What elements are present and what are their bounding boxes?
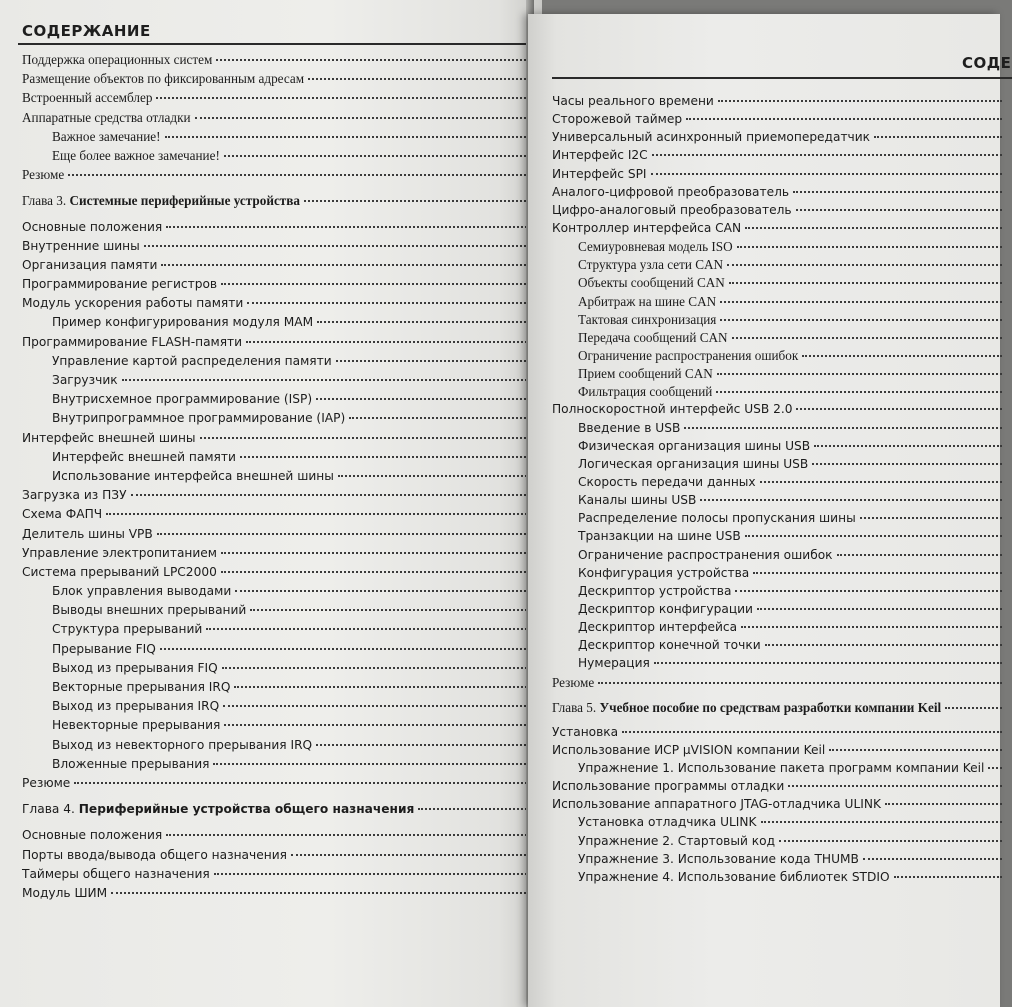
dot-leader xyxy=(156,95,530,99)
toc-entry-title: Скорость передачи данных xyxy=(578,474,756,489)
toc-entry xyxy=(22,354,530,373)
toc-entry-title: Поддержка операционных систем xyxy=(22,52,213,67)
dot-leader xyxy=(304,198,530,202)
toc-entry-title: Резюме xyxy=(22,167,65,183)
dot-leader xyxy=(717,371,1002,375)
toc-entry-title: Аналого-цифровой преобразователь xyxy=(552,184,790,199)
toc-entry-title: Интерфейс I2C xyxy=(552,148,648,163)
toc-entry-title: Выход из прерывания FIQ xyxy=(52,660,218,675)
toc-entry-title: Установка xyxy=(552,724,619,739)
toc-entry xyxy=(22,239,530,258)
dot-leader xyxy=(291,852,530,856)
toc-entry xyxy=(552,779,1002,797)
dot-leader xyxy=(753,570,1002,574)
toc-entry-title: Модуль ШИМ xyxy=(22,885,108,900)
toc-entry xyxy=(22,699,530,718)
toc-entry xyxy=(552,94,1002,112)
dot-leader xyxy=(224,153,530,157)
dot-leader xyxy=(622,729,1002,733)
dot-leader xyxy=(737,244,1002,248)
toc-entry-title: Тактовая синхронизация xyxy=(578,311,717,327)
dot-leader xyxy=(796,207,1002,211)
chapter-number: Глава 3. xyxy=(22,193,67,209)
toc-entry xyxy=(22,315,530,334)
dot-leader xyxy=(732,335,1002,339)
dot-leader xyxy=(651,171,1002,175)
toc-entry-title: Структура узла сети CAN xyxy=(578,257,724,273)
dot-leader xyxy=(336,358,530,362)
dot-leader xyxy=(216,57,530,61)
toc-entry-title: Распределение полосы пропускания шины xyxy=(578,511,856,526)
dot-leader xyxy=(161,262,530,266)
toc-entry xyxy=(552,148,1002,166)
toc-entry xyxy=(552,130,1002,148)
toc-entry xyxy=(552,203,1002,221)
dot-leader xyxy=(684,425,1002,429)
dot-leader xyxy=(765,642,1002,646)
toc-entry xyxy=(22,867,530,886)
toc-entry xyxy=(22,431,530,450)
dot-leader xyxy=(240,454,530,458)
dot-leader xyxy=(235,588,530,592)
toc-entry-title: Аппаратные средства отладки xyxy=(22,109,191,125)
dot-leader xyxy=(718,98,1002,102)
dot-leader xyxy=(131,492,531,496)
toc-entry-title: Резюме xyxy=(552,674,595,690)
dot-leader xyxy=(106,511,530,515)
toc-entry xyxy=(552,743,1002,761)
toc-entry xyxy=(22,603,530,622)
dot-leader xyxy=(729,280,1002,284)
dot-leader xyxy=(727,262,1002,266)
dot-leader xyxy=(250,607,530,611)
toc-entry xyxy=(552,221,1002,239)
toc-entry-title: Арбитраж на шине CAN xyxy=(578,293,717,309)
toc-entry xyxy=(22,52,530,71)
dot-leader xyxy=(222,665,530,669)
dot-leader xyxy=(223,703,530,707)
toc-entry-title: Нумерация xyxy=(578,656,650,671)
toc-entry xyxy=(552,421,1002,439)
dot-leader xyxy=(214,871,530,875)
toc-entry-title: Система прерываний LPC2000 xyxy=(22,564,217,579)
dot-leader xyxy=(720,299,1002,303)
dot-leader xyxy=(700,497,1002,501)
dot-leader xyxy=(122,377,530,381)
toc-entry-title: Невекторные прерывания xyxy=(52,718,221,733)
toc-entry xyxy=(552,348,1002,366)
dot-leader xyxy=(160,646,530,650)
toc-entry-title: Организация памяти xyxy=(22,257,158,272)
toc-entry-title: Таймеры общего назначения xyxy=(22,866,210,881)
toc-entry-title: Прием сообщений CAN xyxy=(578,366,713,382)
toc-entry-title: Управление картой распределения памяти xyxy=(52,353,332,368)
toc-entry xyxy=(552,475,1002,493)
toc-entry xyxy=(552,870,1002,888)
toc-entry xyxy=(22,828,530,847)
dot-leader xyxy=(716,389,1002,393)
dot-leader xyxy=(221,281,530,285)
dot-leader xyxy=(652,152,1002,156)
toc-entry xyxy=(552,529,1002,547)
toc-entry-title: Использование интерфейса внешней шины xyxy=(52,468,334,483)
dot-leader xyxy=(860,515,1002,519)
toc-entry xyxy=(552,852,1002,870)
toc-entry xyxy=(552,834,1002,852)
toc-entry-title: Упражнение 4. Использование библиотек STDIO xyxy=(578,869,890,884)
dot-leader xyxy=(349,415,530,419)
toc-entry-title: Логическая организация шины USB xyxy=(578,456,809,471)
toc-entry-title: Вложенные прерывания xyxy=(52,756,210,771)
dot-leader xyxy=(796,406,1002,410)
dot-leader xyxy=(166,224,530,228)
dot-leader xyxy=(166,832,530,836)
toc-entry xyxy=(22,129,530,148)
dot-leader xyxy=(829,747,1002,751)
toc-entry xyxy=(22,565,530,584)
dot-leader xyxy=(111,890,530,894)
toc-entry xyxy=(22,450,530,469)
toc-entry xyxy=(552,112,1002,130)
chapter-title: Периферийные устройства общего назначения xyxy=(78,802,415,817)
dot-leader xyxy=(894,874,1002,878)
toc-entry xyxy=(22,411,530,430)
toc-entry-title: Установка отладчика ULINK xyxy=(578,815,757,830)
right-page xyxy=(528,14,1012,1007)
toc-entry xyxy=(22,277,530,296)
toc-entry-title: Пример конфигурирования модуля МАМ xyxy=(52,315,314,330)
toc-entry-title: Упражнение 2. Стартовый код xyxy=(578,833,776,848)
toc-entry xyxy=(552,384,1002,402)
toc-entry xyxy=(22,776,530,795)
toc-entry-title: Каналы шины USB xyxy=(578,493,697,508)
toc-entry xyxy=(552,493,1002,511)
dot-leader xyxy=(157,531,530,535)
dot-leader xyxy=(988,765,1002,769)
running-header: СОДЕРЖАНИЕ xyxy=(22,22,151,40)
toc-entry xyxy=(552,185,1002,203)
toc-entry xyxy=(552,312,1002,330)
toc-entry xyxy=(22,642,530,661)
dot-leader xyxy=(779,838,1002,842)
toc-entry xyxy=(22,469,530,488)
toc-entry-title xyxy=(22,193,300,209)
toc-entry-title: Ограничение распространения ошибок xyxy=(578,347,799,363)
toc-entry xyxy=(552,656,1002,674)
dot-leader xyxy=(221,569,530,573)
toc-chapter xyxy=(22,802,530,821)
toc-entry-title: Размещение объектов по фиксированным адресам xyxy=(22,71,305,87)
toc-entry-title: Упражнение 1. Использование пакета программ компании Keil xyxy=(578,761,985,776)
dot-leader xyxy=(735,588,1002,592)
dot-leader xyxy=(837,552,1002,556)
toc-entry xyxy=(22,680,530,699)
dot-leader xyxy=(316,742,530,746)
toc-entry xyxy=(22,392,530,411)
dot-leader xyxy=(418,806,530,810)
toc-entry xyxy=(22,848,530,867)
dot-leader xyxy=(741,624,1002,628)
chapter-title: Системные периферийные устройства xyxy=(69,193,300,209)
toc-entry xyxy=(552,548,1002,566)
chapter-title: Учебное пособие по средствам разработки компании Keil xyxy=(599,699,942,715)
toc-entry xyxy=(552,797,1002,815)
toc-entry-title: Интерфейс внешней шины xyxy=(22,430,196,445)
toc-entry-title: Прерывание FIQ xyxy=(52,641,156,656)
chapter-number: Глава 4. xyxy=(22,802,75,817)
toc-entry-title: Выводы внешних прерываний xyxy=(52,603,247,618)
toc-entry-title: Ограничение распространения ошибок xyxy=(578,547,833,562)
dot-leader xyxy=(757,606,1002,610)
toc-entry-title: Программирование регистров xyxy=(22,277,218,292)
toc-entry xyxy=(552,330,1002,348)
toc-entry xyxy=(552,167,1002,185)
toc-entry xyxy=(552,294,1002,312)
toc-entry xyxy=(552,457,1002,475)
toc-entry xyxy=(22,718,530,737)
toc-entry-title: Модуль ускорения работы памяти xyxy=(22,296,244,311)
toc-entry-title: Еще более важное замечание! xyxy=(52,147,220,163)
toc-entry xyxy=(552,439,1002,457)
toc-entry-title: Делитель шины VPB xyxy=(22,526,153,541)
toc-chapter xyxy=(22,193,530,212)
dot-leader xyxy=(206,626,530,630)
table-of-contents-left xyxy=(22,52,530,905)
toc-entry-title: Структура прерываний xyxy=(52,622,203,637)
toc-entry-title: Использование ИСР µVISION компании Keil xyxy=(552,742,826,757)
toc-entry-title: Важное замечание! xyxy=(52,128,161,144)
toc-entry-title: Встроенный ассемблер xyxy=(22,90,153,106)
dot-leader xyxy=(745,225,1002,229)
dot-leader xyxy=(221,550,530,554)
toc-entry xyxy=(552,725,1002,743)
toc-entry xyxy=(22,373,530,392)
dot-leader xyxy=(874,134,1002,138)
toc-entry-title: Внутрипрограммное программирование (IAP) xyxy=(52,411,346,426)
toc-entry-title: Выход из невекторного прерывания IRQ xyxy=(52,737,313,752)
toc-entry-title: Дескриптор конфигурации xyxy=(578,601,753,616)
dot-leader xyxy=(745,533,1002,537)
dot-leader xyxy=(247,300,530,304)
toc-entry xyxy=(552,366,1002,384)
toc-entry xyxy=(22,258,530,277)
toc-entry-title: Фильтрация сообщений xyxy=(578,384,713,400)
toc-entry-title: Семиуровневая модель ISO xyxy=(578,239,733,255)
toc-entry-title: Дескриптор устройства xyxy=(578,583,732,598)
toc-entry xyxy=(552,511,1002,529)
dot-leader xyxy=(68,172,530,176)
header-rule xyxy=(552,77,1012,79)
toc-entry xyxy=(22,488,530,507)
toc-entry-title: Передача сообщений CAN xyxy=(578,329,728,345)
dot-leader xyxy=(598,680,1002,684)
toc-chapter xyxy=(552,700,1002,718)
toc-entry-title: Сторожевой таймер xyxy=(552,112,683,127)
toc-entry-title: Резюме xyxy=(22,775,71,790)
dot-leader xyxy=(74,780,530,784)
dot-leader xyxy=(760,479,1002,483)
header-rule xyxy=(18,43,538,45)
dot-leader xyxy=(246,339,530,343)
dot-leader xyxy=(654,660,1002,664)
toc-entry xyxy=(22,507,530,526)
toc-entry xyxy=(22,527,530,546)
dot-leader xyxy=(812,461,1002,465)
dot-leader xyxy=(224,722,530,726)
toc-entry-title: Загрузчик xyxy=(52,373,118,387)
toc-entry xyxy=(552,602,1002,620)
toc-entry-title: Блок управления выводами xyxy=(52,584,232,599)
dot-leader xyxy=(200,435,530,439)
dot-leader xyxy=(686,116,1002,120)
dot-leader xyxy=(761,819,1003,823)
table-of-contents-right xyxy=(552,94,1002,888)
toc-entry xyxy=(22,90,530,109)
toc-entry-title: Программирование FLASH-памяти xyxy=(22,334,243,349)
toc-entry xyxy=(552,761,1002,779)
toc-entry-title xyxy=(552,700,941,716)
toc-entry-title: Цифро-аналоговый преобразователь xyxy=(552,202,792,217)
dot-leader xyxy=(338,473,530,477)
toc-entry xyxy=(22,148,530,167)
dot-leader xyxy=(945,705,1002,709)
dot-leader xyxy=(308,76,530,80)
dot-leader xyxy=(793,189,1002,193)
toc-entry-title: Введение в USB xyxy=(578,420,681,435)
toc-entry xyxy=(552,620,1002,638)
toc-entry xyxy=(552,638,1002,656)
toc-entry xyxy=(552,566,1002,584)
toc-entry-title: Управление электропитанием xyxy=(22,545,217,560)
toc-entry-title: Использование аппаратного JTAG-отладчика ULINK xyxy=(552,797,881,812)
dot-leader xyxy=(195,115,530,119)
toc-entry-title: Объекты сообщений CAN xyxy=(578,275,725,291)
toc-entry-title: Конфигурация устройства xyxy=(578,565,750,580)
dot-leader xyxy=(720,317,1002,321)
dot-leader xyxy=(317,319,530,323)
toc-entry xyxy=(552,402,1002,420)
toc-entry xyxy=(22,661,530,680)
dot-leader xyxy=(814,443,1002,447)
dot-leader xyxy=(165,134,530,138)
toc-entry xyxy=(22,886,530,905)
dot-leader xyxy=(316,396,530,400)
toc-entry-title: Векторные прерывания IRQ xyxy=(52,680,231,694)
toc-entry-title: Универсальный асинхронный приемопередатчик xyxy=(552,130,871,145)
toc-entry xyxy=(22,110,530,129)
toc-entry-title: Транзакции на шине USB xyxy=(578,529,741,544)
toc-entry xyxy=(552,584,1002,602)
toc-entry-title: Внутренние шины xyxy=(22,238,140,253)
dot-leader xyxy=(213,761,530,765)
toc-entry xyxy=(22,296,530,315)
dot-leader xyxy=(802,353,1002,357)
toc-entry xyxy=(22,546,530,565)
toc-entry xyxy=(22,71,530,90)
toc-entry-title: Загрузка из ПЗУ xyxy=(22,488,127,503)
dot-leader xyxy=(885,801,1002,805)
toc-entry xyxy=(22,757,530,776)
toc-entry xyxy=(552,239,1002,257)
toc-entry-title: Выход из прерывания IRQ xyxy=(52,699,220,714)
toc-entry-title: Порты ввода/вывода общего назначения xyxy=(22,847,287,862)
dot-leader xyxy=(144,243,530,247)
toc-entry-title: Основные положения xyxy=(22,828,163,843)
toc-entry-title: Упражнение 3. Использование кода THUMB xyxy=(578,851,859,866)
toc-entry-title: Физическая организация шины USB xyxy=(578,438,811,453)
toc-entry-title: Дескриптор конечной точки xyxy=(578,638,761,653)
toc-entry-title: Схема ФАПЧ xyxy=(22,507,103,522)
toc-entry-title xyxy=(22,802,414,816)
toc-entry-title: Основные положения xyxy=(22,219,163,234)
toc-entry-title: Дескриптор интерфейса xyxy=(578,620,738,635)
toc-entry xyxy=(552,257,1002,275)
toc-entry xyxy=(22,220,530,239)
toc-entry-title: Полноскоростной интерфейс USB 2.0 xyxy=(552,402,793,417)
dot-leader xyxy=(234,684,530,688)
toc-entry-title: Контроллер интерфейса CAN xyxy=(552,220,742,235)
dot-leader xyxy=(863,856,1002,860)
running-header: СОДЕ xyxy=(962,54,1012,72)
toc-entry xyxy=(22,622,530,641)
toc-entry xyxy=(552,275,1002,293)
toc-entry xyxy=(552,675,1002,693)
toc-entry-title: Интерфейс SPI xyxy=(552,166,647,181)
toc-entry xyxy=(22,738,530,757)
toc-entry-title: Внутрисхемное программирование (ISP) xyxy=(52,392,313,407)
toc-entry xyxy=(22,584,530,603)
toc-entry xyxy=(552,815,1002,833)
toc-entry-title: Интерфейс внешней памяти xyxy=(52,449,236,464)
toc-entry xyxy=(22,167,530,186)
toc-entry-title: Использование программы отладки xyxy=(552,779,785,794)
toc-entry-title: Часы реального времени xyxy=(552,94,714,108)
chapter-number: Глава 5. xyxy=(552,699,597,715)
toc-entry xyxy=(22,335,530,354)
dot-leader xyxy=(788,783,1002,787)
